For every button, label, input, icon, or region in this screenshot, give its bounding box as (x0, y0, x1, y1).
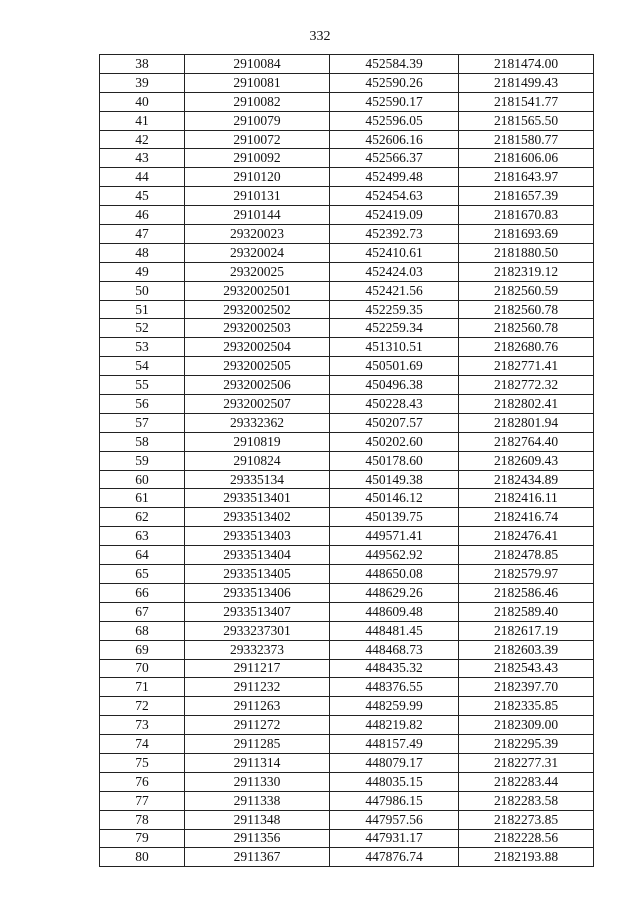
x-coordinate-cell: 452499.48 (330, 168, 459, 187)
point-number-cell: 70 (100, 659, 185, 678)
point-number-cell: 66 (100, 583, 185, 602)
y-coordinate-cell: 2181499.43 (459, 73, 594, 92)
table-row (100, 735, 594, 754)
point-id-cell: 2910072 (185, 130, 330, 149)
x-coordinate-cell: 452392.73 (330, 225, 459, 244)
y-coordinate-cell: 2182680.76 (459, 338, 594, 357)
table-row (100, 243, 594, 262)
table-row (100, 697, 594, 716)
table-row (100, 432, 594, 451)
table-row (100, 206, 594, 225)
point-id-cell: 2911338 (185, 791, 330, 810)
x-coordinate-cell: 451310.51 (330, 338, 459, 357)
point-number-cell: 46 (100, 206, 185, 225)
point-id-cell: 2910092 (185, 149, 330, 168)
point-number-cell: 40 (100, 92, 185, 111)
point-number-cell: 42 (100, 130, 185, 149)
y-coordinate-cell: 2181693.69 (459, 225, 594, 244)
y-coordinate-cell: 2182560.59 (459, 281, 594, 300)
table-row (100, 583, 594, 602)
y-coordinate-cell: 2182193.88 (459, 848, 594, 867)
point-id-cell: 2932002504 (185, 338, 330, 357)
point-id-cell: 2911285 (185, 735, 330, 754)
point-id-cell: 2932002505 (185, 357, 330, 376)
y-coordinate-cell: 2182560.78 (459, 319, 594, 338)
table-row (100, 262, 594, 281)
point-number-cell: 60 (100, 470, 185, 489)
x-coordinate-cell: 448481.45 (330, 621, 459, 640)
point-number-cell: 59 (100, 451, 185, 470)
point-id-cell: 2911348 (185, 810, 330, 829)
table-row (100, 281, 594, 300)
x-coordinate-cell: 447957.56 (330, 810, 459, 829)
y-coordinate-cell: 2182476.41 (459, 527, 594, 546)
y-coordinate-cell: 2182609.43 (459, 451, 594, 470)
table-row (100, 602, 594, 621)
point-id-cell: 2910082 (185, 92, 330, 111)
y-coordinate-cell: 2182560.78 (459, 300, 594, 319)
table-row (100, 413, 594, 432)
point-id-cell: 2932002503 (185, 319, 330, 338)
point-number-cell: 71 (100, 678, 185, 697)
table-row (100, 55, 594, 74)
point-id-cell: 2911367 (185, 848, 330, 867)
table-row (100, 716, 594, 735)
y-coordinate-cell: 2182416.11 (459, 489, 594, 508)
x-coordinate-cell: 452259.34 (330, 319, 459, 338)
y-coordinate-cell: 2181670.83 (459, 206, 594, 225)
point-number-cell: 53 (100, 338, 185, 357)
point-id-cell: 2933513404 (185, 546, 330, 565)
table-row (100, 225, 594, 244)
point-id-cell: 2910084 (185, 55, 330, 74)
x-coordinate-cell: 450496.38 (330, 376, 459, 395)
point-number-cell: 38 (100, 55, 185, 74)
table-row (100, 546, 594, 565)
point-id-cell: 29320024 (185, 243, 330, 262)
point-number-cell: 43 (100, 149, 185, 168)
y-coordinate-cell: 2182434.89 (459, 470, 594, 489)
point-id-cell: 2933513403 (185, 527, 330, 546)
point-number-cell: 67 (100, 602, 185, 621)
point-number-cell: 80 (100, 848, 185, 867)
table-row (100, 73, 594, 92)
table-row (100, 810, 594, 829)
y-coordinate-cell: 2182543.43 (459, 659, 594, 678)
coordinates-table-body (100, 55, 594, 867)
coordinates-table (99, 54, 594, 867)
x-coordinate-cell: 452596.05 (330, 111, 459, 130)
x-coordinate-cell: 448609.48 (330, 602, 459, 621)
y-coordinate-cell: 2181880.50 (459, 243, 594, 262)
x-coordinate-cell: 448157.49 (330, 735, 459, 754)
y-coordinate-cell: 2182397.70 (459, 678, 594, 697)
table-row (100, 451, 594, 470)
point-number-cell: 65 (100, 565, 185, 584)
point-number-cell: 61 (100, 489, 185, 508)
table-row (100, 640, 594, 659)
x-coordinate-cell: 452584.39 (330, 55, 459, 74)
point-number-cell: 79 (100, 829, 185, 848)
y-coordinate-cell: 2182771.41 (459, 357, 594, 376)
point-id-cell: 2910131 (185, 187, 330, 206)
table-row (100, 678, 594, 697)
y-coordinate-cell: 2182283.44 (459, 772, 594, 791)
point-id-cell: 2911356 (185, 829, 330, 848)
point-number-cell: 63 (100, 527, 185, 546)
point-id-cell: 29332373 (185, 640, 330, 659)
point-id-cell: 2911272 (185, 716, 330, 735)
y-coordinate-cell: 2182273.85 (459, 810, 594, 829)
x-coordinate-cell: 448468.73 (330, 640, 459, 659)
x-coordinate-cell: 450207.57 (330, 413, 459, 432)
point-number-cell: 77 (100, 791, 185, 810)
table-row (100, 829, 594, 848)
y-coordinate-cell: 2182319.12 (459, 262, 594, 281)
y-coordinate-cell: 2181606.06 (459, 149, 594, 168)
x-coordinate-cell: 450501.69 (330, 357, 459, 376)
point-number-cell: 55 (100, 376, 185, 395)
point-number-cell: 69 (100, 640, 185, 659)
x-coordinate-cell: 447931.17 (330, 829, 459, 848)
point-number-cell: 54 (100, 357, 185, 376)
y-coordinate-cell: 2182589.40 (459, 602, 594, 621)
page-number: 332 (309, 29, 331, 44)
point-id-cell: 2910819 (185, 432, 330, 451)
x-coordinate-cell: 450149.38 (330, 470, 459, 489)
table-row (100, 527, 594, 546)
table-row (100, 753, 594, 772)
y-coordinate-cell: 2182579.97 (459, 565, 594, 584)
y-coordinate-cell: 2182295.39 (459, 735, 594, 754)
point-id-cell: 2911330 (185, 772, 330, 791)
point-id-cell: 2910824 (185, 451, 330, 470)
y-coordinate-cell: 2182416.74 (459, 508, 594, 527)
x-coordinate-cell: 448219.82 (330, 716, 459, 735)
y-coordinate-cell: 2181643.97 (459, 168, 594, 187)
point-id-cell: 2910144 (185, 206, 330, 225)
x-coordinate-cell: 452566.37 (330, 149, 459, 168)
point-id-cell: 2932002501 (185, 281, 330, 300)
point-number-cell: 44 (100, 168, 185, 187)
point-id-cell: 29335134 (185, 470, 330, 489)
x-coordinate-cell: 450139.75 (330, 508, 459, 527)
table-row (100, 149, 594, 168)
x-coordinate-cell: 452590.17 (330, 92, 459, 111)
table-row (100, 508, 594, 527)
point-number-cell: 52 (100, 319, 185, 338)
point-id-cell: 2933513406 (185, 583, 330, 602)
table-row (100, 772, 594, 791)
table-row (100, 357, 594, 376)
point-id-cell: 2933513401 (185, 489, 330, 508)
point-number-cell: 41 (100, 111, 185, 130)
x-coordinate-cell: 447876.74 (330, 848, 459, 867)
y-coordinate-cell: 2182309.00 (459, 716, 594, 735)
x-coordinate-cell: 452606.16 (330, 130, 459, 149)
x-coordinate-cell: 452259.35 (330, 300, 459, 319)
x-coordinate-cell: 448079.17 (330, 753, 459, 772)
point-id-cell: 2933237301 (185, 621, 330, 640)
point-id-cell: 2932002507 (185, 395, 330, 414)
y-coordinate-cell: 2182478.85 (459, 546, 594, 565)
point-number-cell: 49 (100, 262, 185, 281)
point-id-cell: 2910120 (185, 168, 330, 187)
point-id-cell: 2933513407 (185, 602, 330, 621)
y-coordinate-cell: 2181657.39 (459, 187, 594, 206)
point-number-cell: 76 (100, 772, 185, 791)
x-coordinate-cell: 452424.03 (330, 262, 459, 281)
table-row (100, 621, 594, 640)
x-coordinate-cell: 452410.61 (330, 243, 459, 262)
x-coordinate-cell: 447986.15 (330, 791, 459, 810)
y-coordinate-cell: 2182603.39 (459, 640, 594, 659)
y-coordinate-cell: 2182772.32 (459, 376, 594, 395)
table-row (100, 791, 594, 810)
x-coordinate-cell: 448650.08 (330, 565, 459, 584)
point-number-cell: 73 (100, 716, 185, 735)
point-number-cell: 45 (100, 187, 185, 206)
y-coordinate-cell: 2182283.58 (459, 791, 594, 810)
point-id-cell: 29320025 (185, 262, 330, 281)
point-number-cell: 56 (100, 395, 185, 414)
table-row (100, 92, 594, 111)
table-row (100, 395, 594, 414)
y-coordinate-cell: 2182277.31 (459, 753, 594, 772)
y-coordinate-cell: 2182586.46 (459, 583, 594, 602)
x-coordinate-cell: 448435.32 (330, 659, 459, 678)
x-coordinate-cell: 448376.55 (330, 678, 459, 697)
point-id-cell: 2911314 (185, 753, 330, 772)
y-coordinate-cell: 2181565.50 (459, 111, 594, 130)
point-number-cell: 62 (100, 508, 185, 527)
x-coordinate-cell: 448259.99 (330, 697, 459, 716)
x-coordinate-cell: 449562.92 (330, 546, 459, 565)
point-id-cell: 2910079 (185, 111, 330, 130)
table-row (100, 130, 594, 149)
point-number-cell: 74 (100, 735, 185, 754)
y-coordinate-cell: 2182764.40 (459, 432, 594, 451)
x-coordinate-cell: 452421.56 (330, 281, 459, 300)
table-row (100, 111, 594, 130)
point-id-cell: 2911263 (185, 697, 330, 716)
y-coordinate-cell: 2181474.00 (459, 55, 594, 74)
point-id-cell: 2933513405 (185, 565, 330, 584)
point-id-cell: 2911232 (185, 678, 330, 697)
y-coordinate-cell: 2182802.41 (459, 395, 594, 414)
x-coordinate-cell: 450202.60 (330, 432, 459, 451)
point-id-cell: 2933513402 (185, 508, 330, 527)
table-row (100, 319, 594, 338)
point-id-cell: 29320023 (185, 225, 330, 244)
point-number-cell: 50 (100, 281, 185, 300)
point-id-cell: 2911217 (185, 659, 330, 678)
point-number-cell: 72 (100, 697, 185, 716)
y-coordinate-cell: 2182228.56 (459, 829, 594, 848)
table-row (100, 338, 594, 357)
x-coordinate-cell: 450228.43 (330, 395, 459, 414)
y-coordinate-cell: 2182335.85 (459, 697, 594, 716)
point-number-cell: 64 (100, 546, 185, 565)
table-row (100, 489, 594, 508)
x-coordinate-cell: 452590.26 (330, 73, 459, 92)
table-row (100, 848, 594, 867)
x-coordinate-cell: 452454.63 (330, 187, 459, 206)
y-coordinate-cell: 2182801.94 (459, 413, 594, 432)
x-coordinate-cell: 450146.12 (330, 489, 459, 508)
point-id-cell: 2932002502 (185, 300, 330, 319)
point-number-cell: 51 (100, 300, 185, 319)
table-row (100, 659, 594, 678)
table-row (100, 565, 594, 584)
table-row (100, 300, 594, 319)
point-number-cell: 47 (100, 225, 185, 244)
y-coordinate-cell: 2182617.19 (459, 621, 594, 640)
point-number-cell: 48 (100, 243, 185, 262)
table-row (100, 470, 594, 489)
x-coordinate-cell: 448629.26 (330, 583, 459, 602)
point-number-cell: 57 (100, 413, 185, 432)
point-id-cell: 29332362 (185, 413, 330, 432)
point-id-cell: 2932002506 (185, 376, 330, 395)
point-id-cell: 2910081 (185, 73, 330, 92)
x-coordinate-cell: 448035.15 (330, 772, 459, 791)
y-coordinate-cell: 2181580.77 (459, 130, 594, 149)
x-coordinate-cell: 449571.41 (330, 527, 459, 546)
y-coordinate-cell: 2181541.77 (459, 92, 594, 111)
x-coordinate-cell: 450178.60 (330, 451, 459, 470)
point-number-cell: 68 (100, 621, 185, 640)
point-number-cell: 75 (100, 753, 185, 772)
point-number-cell: 58 (100, 432, 185, 451)
table-row (100, 168, 594, 187)
table-row (100, 187, 594, 206)
point-number-cell: 39 (100, 73, 185, 92)
point-number-cell: 78 (100, 810, 185, 829)
x-coordinate-cell: 452419.09 (330, 206, 459, 225)
table-row (100, 376, 594, 395)
